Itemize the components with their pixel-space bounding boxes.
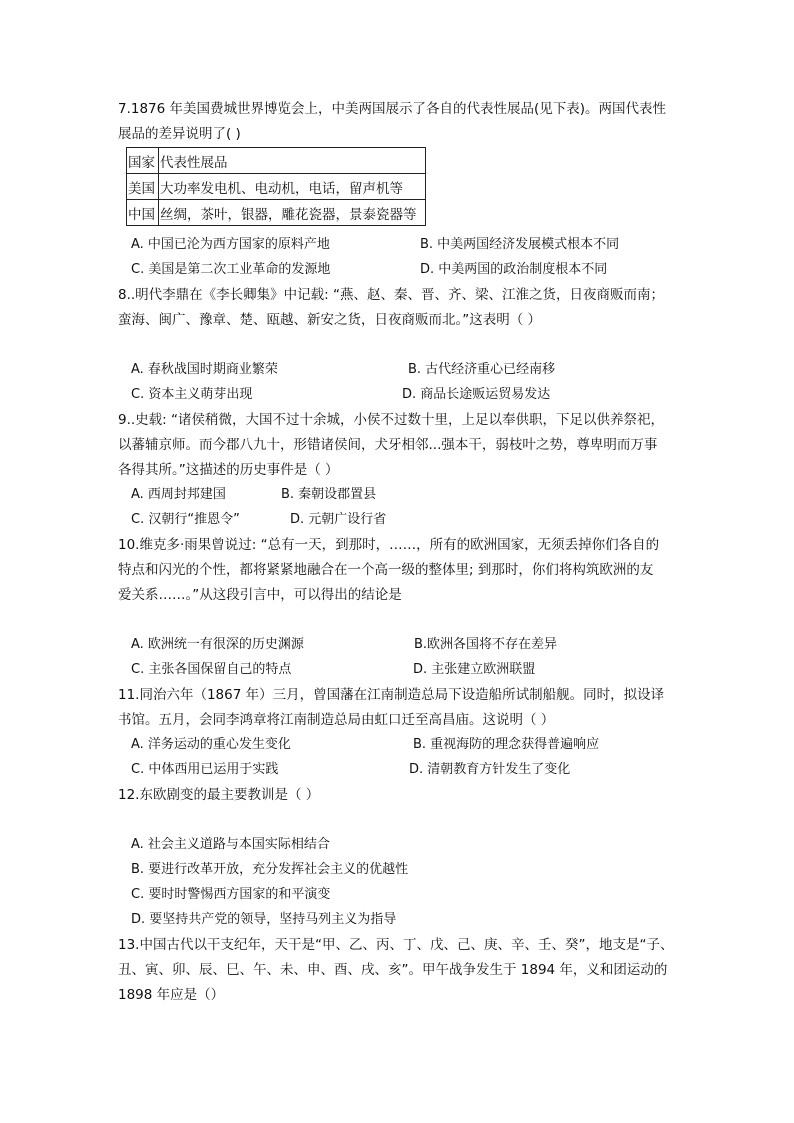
q9-option-a: A. 西周封邦建国 [131, 487, 226, 502]
q7-option-c: C. 美国是第二次工业革命的发源地 [131, 262, 331, 277]
q8-stem-line1: 8..明代李鼎在《李长卿集》中记载: “燕、赵、秦、晋、齐、梁、江淮之货，日夜商贩而南； [118, 287, 665, 303]
table-cell-country: 中国 [127, 200, 159, 226]
q9-option-d: D. 元朝广设行省 [290, 512, 387, 527]
q11-stem-line1: 11.同治六年（1867 年）三月，曾国藩在江南制造总局下设造船所试制船舰。同时，拟设译 [118, 687, 665, 703]
table-header-country: 国家 [127, 148, 159, 174]
table-row [127, 200, 426, 226]
q10-stem-line1: 10.维克多·雨果曾说过: “总有一天，到那时，……，所有的欧洲国家，无须丢掉你们各自的 [118, 537, 660, 553]
q10-option-b: B.欧洲各国将不存在差异 [414, 637, 558, 652]
table-header-row [127, 148, 426, 174]
q7-stem-line2: 展品的差异说明了( ) [118, 126, 241, 142]
q10-option-c: C. 主张各国保留自己的特点 [131, 662, 292, 677]
q13-stem-line3: 1898 年应是（） [118, 987, 225, 1003]
q10-stem-line3: 爱关系……。”从这段引言中，可以得出的结论是 [118, 587, 402, 603]
q7-stem-line1: 7.1876 年美国费城世界博览会上，中美两国展示了各自的代表性展品(见下表)。两国代表性 [118, 101, 667, 117]
q12-option-b: B. 要进行改革开放，充分发挥社会主义的优越性 [131, 862, 409, 877]
table-cell-country: 美国 [127, 174, 159, 200]
q13-stem-line2: 丑、寅、卯、辰、巳、午、未、申、酉、戌、亥”。甲午战争发生于 1894 年，义和团运动的 [118, 962, 668, 978]
q11-option-b: B. 重视海防的理念获得普遍响应 [413, 737, 600, 752]
table-header-exhibits: 代表性展品 [159, 148, 426, 174]
q10-option-d: D. 主张建立欧洲联盟 [413, 662, 536, 677]
q9-option-c: C. 汉朝行“推恩令” [131, 512, 240, 527]
q9-option-b: B. 秦朝设郡置县 [281, 487, 377, 502]
table-cell-exhibits: 丝绸，茶叶，银器，雕花瓷器，景泰瓷器等 [159, 200, 426, 226]
q7-option-d: D. 中美两国的政治制度根本不同 [420, 262, 608, 277]
q11-option-c: C. 中体西用已运用于实践 [131, 762, 279, 777]
q8-option-b: B. 古代经济重心已经南移 [408, 362, 556, 377]
exhibits-table [126, 147, 426, 226]
q10-stem-line2: 特点和闪光的个性，都将紧紧地融合在一个高一级的整体里; 到那时，你们将构筑欧洲的友 [118, 562, 654, 578]
q11-option-d: D. 清朝教育方针发生了变化 [409, 762, 571, 777]
q12-stem-line1: 12.东欧剧变的最主要教训是（ ） [118, 787, 320, 803]
q9-stem-line2: 以蕃辅京师。而今郡八九十，形错诸侯间，犬牙相邻...强本干，弱枝叶之势，尊卑明而万事 [118, 437, 658, 453]
q8-stem-line2: 蛮海、闽广、豫章、楚、瓯越、新安之货，日夜商贩而北。”这表明（ ） [118, 312, 542, 328]
q10-option-a: A. 欧洲统一有很深的历史渊源 [131, 637, 304, 652]
q8-option-c: C. 资本主义萌芽出现 [131, 387, 253, 402]
q11-stem-line2: 书馆。五月，会同李鸿章将江南制造总局由虹口迁至高昌庙。这说明（ ） [118, 712, 555, 728]
q11-option-a: A. 洋务运动的重心发生变化 [131, 737, 291, 752]
q9-stem-line3: 各得其所。”这描述的历史事件是（ ） [118, 462, 339, 478]
q12-option-c: C. 要时时警惕西方国家的和平演变 [131, 887, 331, 902]
table-row [127, 174, 426, 200]
q8-option-a: A. 春秋战国时期商业繁荣 [131, 362, 278, 377]
q9-stem-line1: 9..史载: “诸侯稍微，大国不过十余城，小侯不过数十里，上足以奉供职，下足以供养祭祀， [118, 412, 665, 428]
q8-option-d: D. 商品长途贩运贸易发达 [402, 387, 551, 402]
q12-option-d: D. 要坚持共产党的领导，坚持马列主义为指导 [131, 912, 397, 927]
q7-option-a: A. 中国已沦为西方国家的原料产地 [131, 237, 330, 252]
q12-option-a: A. 社会主义道路与本国实际相结合 [131, 837, 330, 852]
table-cell-exhibits: 大功率发电机、电动机，电话，留声机等 [159, 174, 426, 200]
q7-option-b: B. 中美两国经济发展模式根本不同 [420, 237, 620, 252]
q13-stem-line1: 13.中国古代以干支纪年，天干是“甲、乙、丙、丁、戊、己、庚、辛、壬、癸”，地支是“子、 [118, 937, 674, 953]
